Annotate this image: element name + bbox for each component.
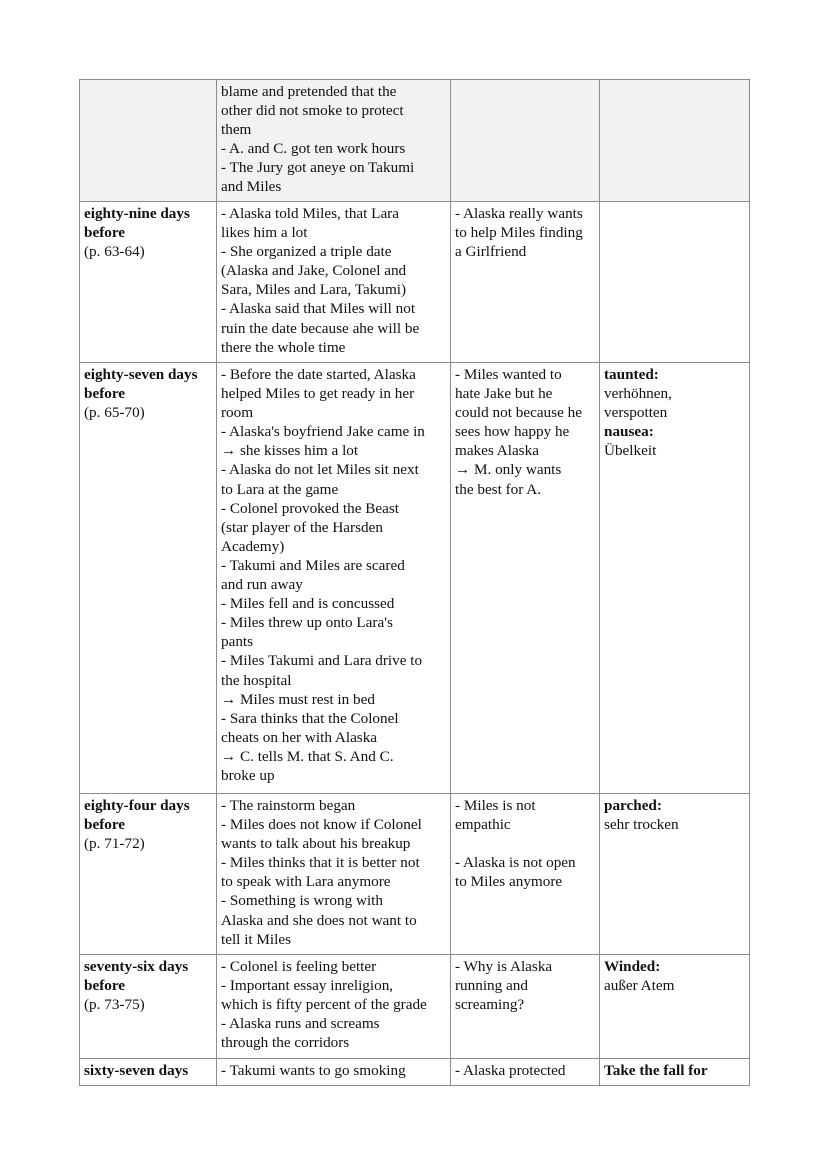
analysis-line: sees how happy he xyxy=(455,423,570,441)
vocab-cell xyxy=(600,80,750,202)
chapter-cell xyxy=(80,955,217,1059)
events-line: - Alaska's boyfriend Jake came in xyxy=(221,423,425,441)
analysis-cell xyxy=(451,80,600,202)
analysis-line: - Miles is not xyxy=(455,797,536,814)
table-row xyxy=(80,955,750,1059)
events-line: them xyxy=(221,121,252,139)
events-line: - Miles fell and is concussed xyxy=(221,595,395,613)
analysis-line: - Miles wanted to xyxy=(455,366,562,383)
events-line: - The Jury got aneye on Takumi xyxy=(221,159,415,177)
events-line: likes him a lot xyxy=(221,224,308,242)
chapter-title: before xyxy=(84,816,126,834)
vocab-term: Take the fall for xyxy=(604,1062,708,1079)
events-line: - Colonel provoked the Beast xyxy=(221,499,399,517)
events-line: there the whole time xyxy=(221,338,346,356)
events-line: cheats on her with Alaska xyxy=(221,728,378,746)
events-line: - Takumi wants to go smoking xyxy=(221,1062,406,1079)
vocab-cell xyxy=(600,794,750,955)
analysis-cell xyxy=(451,955,600,1059)
chapter-cell xyxy=(80,794,217,955)
analysis-line: makes Alaska xyxy=(455,442,539,460)
vocab-cell xyxy=(600,363,750,794)
events-line: - Miles thinks that it is better not xyxy=(221,854,420,872)
analysis-line: a Girlfriend xyxy=(455,243,527,261)
vocab-cell xyxy=(600,202,750,363)
events-cell xyxy=(217,955,451,1059)
events-line: - Something is wrong with xyxy=(221,892,383,910)
vocab-translation: verhöhnen, xyxy=(604,385,672,403)
events-cell xyxy=(217,363,451,794)
events-line: helped Miles to get ready in her xyxy=(221,385,415,403)
analysis-line: - Alaska is not open xyxy=(455,854,576,872)
events-line: - Alaska said that Miles will not xyxy=(221,300,416,318)
vocab-translation: sehr trocken xyxy=(604,816,679,834)
events-line: - Miles Takumi and Lara drive to xyxy=(221,652,423,670)
vocab-term: parched: xyxy=(604,797,662,814)
events-line: - Miles does not know if Colonel xyxy=(221,816,422,834)
analysis-line: the best for A. xyxy=(455,480,542,498)
chapter-title: seventy-six days xyxy=(84,958,189,975)
events-cell xyxy=(217,80,451,202)
chapter-cell xyxy=(80,202,217,363)
events-line: - Alaska runs and screams xyxy=(221,1015,380,1033)
chapter-pages: (p. 71-72) xyxy=(84,835,145,853)
events-line: - Colonel is feeling better xyxy=(221,958,377,975)
events-line: to speak with Lara anymore xyxy=(221,873,391,891)
events-cell xyxy=(217,1059,451,1086)
chapter-title: before xyxy=(84,385,126,403)
analysis-cell xyxy=(451,1059,600,1086)
events-line: → C. tells M. that S. And C. xyxy=(221,747,394,765)
chapter-title: eighty-nine days xyxy=(84,205,190,222)
analysis-line: hate Jake but he xyxy=(455,385,553,403)
chapter-cell xyxy=(80,363,217,794)
analysis-line: - Why is Alaska xyxy=(455,958,553,975)
analysis-line: to help Miles finding xyxy=(455,224,583,242)
events-line: which is fifty percent of the grade xyxy=(221,996,427,1014)
analysis-line: - Alaska really wants xyxy=(455,205,583,222)
events-line: the hospital xyxy=(221,671,292,689)
chapter-pages: (p. 73-75) xyxy=(84,996,145,1014)
events-line: and Miles xyxy=(221,178,282,196)
table-row xyxy=(80,80,750,202)
events-line: blame and pretended that the xyxy=(221,83,397,100)
events-line: Sara, Miles and Lara, Takumi) xyxy=(221,281,407,299)
analysis-line: running and xyxy=(455,977,528,995)
events-line: tell it Miles xyxy=(221,930,292,948)
analysis-line: to Miles anymore xyxy=(455,873,563,891)
events-line: ruin the date because ahe will be xyxy=(221,319,420,337)
events-line: - Alaska told Miles, that Lara xyxy=(221,205,399,222)
vocab-cell xyxy=(600,955,750,1059)
chapter-title: eighty-four days xyxy=(84,797,190,814)
events-line: to Lara at the game xyxy=(221,480,339,498)
chapter-pages: (p. 63-64) xyxy=(84,243,145,261)
chapter-title: before xyxy=(84,977,126,995)
events-cell xyxy=(217,202,451,363)
events-line: pants xyxy=(221,633,254,651)
vocab-cell xyxy=(600,1059,750,1086)
vocab-translation: verspotten xyxy=(604,404,668,422)
analysis-cell xyxy=(451,794,600,955)
events-line: - Before the date started, Alaska xyxy=(221,366,416,383)
analysis-line: - Alaska protected xyxy=(455,1062,566,1079)
events-line: - The rainstorm began xyxy=(221,797,356,814)
analysis-line: screaming? xyxy=(455,996,525,1014)
events-line: wants to talk about his breakup xyxy=(221,835,411,853)
events-line: - Alaska do not let Miles sit next xyxy=(221,461,419,479)
events-line: - A. and C. got ten work hours xyxy=(221,140,406,158)
events-line: → she kisses him a lot xyxy=(221,442,359,460)
events-line: room xyxy=(221,404,254,422)
analysis-line xyxy=(455,834,595,853)
events-line: (Alaska and Jake, Colonel and xyxy=(221,262,407,280)
events-line: other did not smoke to protect xyxy=(221,102,404,120)
vocab-term: nausea: xyxy=(604,423,654,441)
chapter-title: sixty-seven days xyxy=(84,1062,189,1079)
chapter-title: before xyxy=(84,224,126,242)
vocab-term: taunted: xyxy=(604,366,659,383)
chapter-pages: (p. 65-70) xyxy=(84,404,145,422)
vocab-translation: Übelkeit xyxy=(604,442,657,460)
analysis-line: empathic xyxy=(455,816,511,834)
notes-table xyxy=(79,79,750,1086)
vocab-term: Winded: xyxy=(604,958,661,975)
events-line: Academy) xyxy=(221,537,285,555)
events-line: through the corridors xyxy=(221,1034,350,1052)
events-line: - Takumi and Miles are scared xyxy=(221,556,405,574)
chapter-title: eighty-seven days xyxy=(84,366,198,383)
table-row xyxy=(80,794,750,955)
events-line: → Miles must rest in bed xyxy=(221,690,375,708)
events-line: - Miles threw up onto Lara's xyxy=(221,614,393,632)
analysis-cell xyxy=(451,363,600,794)
events-cell xyxy=(217,794,451,955)
events-line: and run away xyxy=(221,576,303,594)
table-row xyxy=(80,1059,750,1086)
events-line: - She organized a triple date xyxy=(221,243,392,261)
table-row xyxy=(80,202,750,363)
events-line: Alaska and she does not want to xyxy=(221,911,417,929)
events-line: (star player of the Harsden xyxy=(221,518,383,536)
events-line: - Sara thinks that the Colonel xyxy=(221,709,399,727)
analysis-line: could not because he xyxy=(455,404,582,422)
events-line: broke up xyxy=(221,766,275,784)
analysis-cell xyxy=(451,202,600,363)
chapter-cell xyxy=(80,1059,217,1086)
events-line: - Important essay inreligion, xyxy=(221,977,394,995)
vocab-translation: außer Atem xyxy=(604,977,675,995)
chapter-cell xyxy=(80,80,217,202)
analysis-line: → M. only wants xyxy=(455,461,562,479)
table-row xyxy=(80,363,750,794)
